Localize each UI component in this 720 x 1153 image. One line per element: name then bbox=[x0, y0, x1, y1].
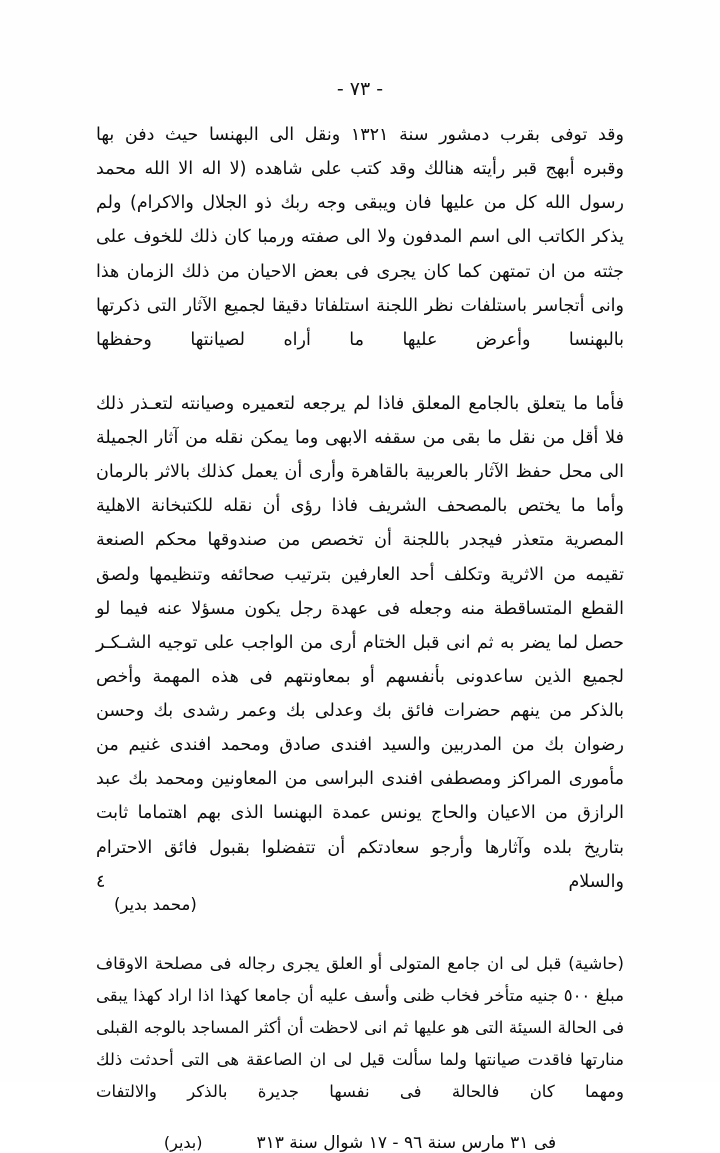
page-number: - ٧٣ - bbox=[336, 78, 384, 100]
date-signature-row bbox=[96, 1133, 624, 1153]
paragraph-2: فأما ما يتعلق بالجامع المعلق فاذا لم يرجعه لتعميره وصيانته لتعـذر ذلك فلا أقل من نقل ما بقى من سقفه الابهى وما يمكن نقله من آثار الجميلة الى محل حفظ الآثار بالعربية بالقاهرة وأرى أن يعمل كذلك بالاثر بالرمان وأما ما يختص بالمصحف الشريف فاذا رؤى أن نقله للكتبخانة الاهلية المصرية متعذر فيجدر باللجنة أن تخصص من صندوقها محكم الصنعة تقيمه من الاثرية وتكلف أحد العارفين بترتيب صحائفه وتنظيمها ولصق القطع المتساقطة منه وجعله فى عهدة رجل يكون مسؤلا عنه فيما لو حصل لما يضر به ثم انى قبل الختام أرى من الواجب على توجيه الشـكـر لجميع الذين ساعدونى بأنفسهم أو بمعاونتهم فى هذه المهمة وأخص بالذكر من ينهم حضرات فائق بك وعدلى بك وعمر رشدى بك وحسن رضوان بك من المدربين والسيد افندى صادق ومحمد افندى غنيم من مأمورى المراكز ومصطفى افندى البراسى من المعاونين ومحمد بك عبد الرازق من الاعيان والحاج يونس عمدة البهنسا الذى بهم اهتماما ثابت بتاريخ بلده وآثارها وأرجو سعادتكم أن تتفضلوا بقبول فائق الاحترام والسلام ٤ bbox=[96, 393, 624, 892]
date-line: فى ٣١ مارس سنة ٩٦ - ١٧ شوال سنة ٣١٣ bbox=[256, 1132, 557, 1153]
paragraph-1: وقد توفى بقرب دمشور سنة ١٣٢١ ونقل الى البهنسا حيث دفن بها وقبره أبهج قبر رأيته هنالك وقد كتب على شاهده (لا اله الا الله محمد رسول الله كل من عليها فان ويبقى وجه ربك ذو الجلال والاكرام) ولم يذكر الكاتب الى اسم المدفون ولا الى صفته ورمبا كان ذلك للخوف على جثته من ان تمتهن كما كان يجرى فى بعض الاحيان من ذلك الزمان هذا وانى أتجاسر باستلفات نظر اللجنة استلفاتا دقيقا لجميع الآثار التى ذكرتها بالبهنسا وأعرض عليها ما أراه لصيانتها وحفظها bbox=[96, 125, 624, 350]
footnote-text: (حاشية) قبل لى ان جامع المتولى أو العلق يجرى رجاله فى مصلحة الاوقاف مبلغ ٥٠٠ جنيه متأخر فخاب ظنى وأسف عليه أن جامعا كهذا اذا اراد كهذا يبقى فى الحالة السيئة التى هو عليها ثم انى لاحظت أن أكثر المساجد بالوجه القبلى منارتها فاقدت صيانتها ولما سألت قيل لى ان الصاعقة هى التى أحدثت ذلك ومهما كان فالحالة فى نفسها جديرة بالذكر والالتفات bbox=[96, 953, 624, 1102]
signature-main: (محمد بدير) bbox=[114, 894, 197, 914]
signature-footnote: (بدير) bbox=[163, 1133, 203, 1153]
